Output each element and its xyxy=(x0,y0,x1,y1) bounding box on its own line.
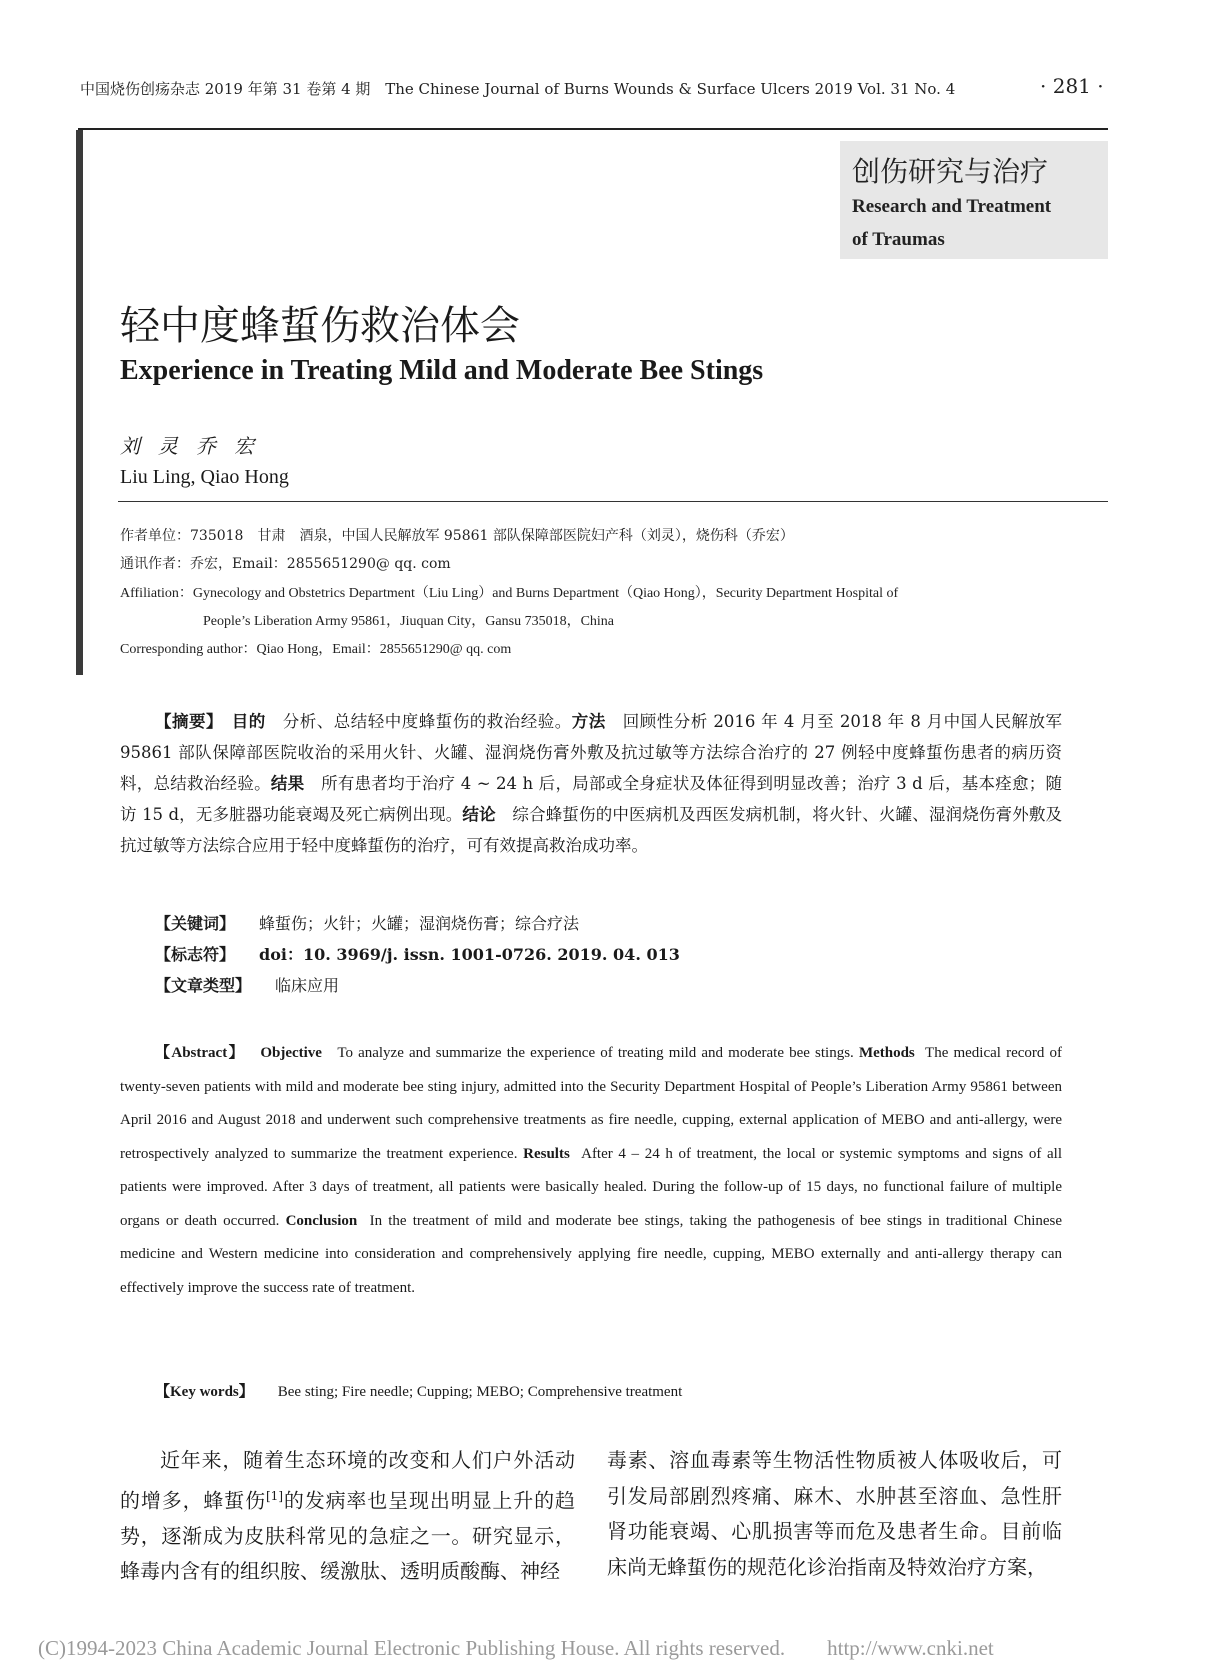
keywords-cn-row xyxy=(155,911,579,934)
article-type-value: 临床应用 xyxy=(275,976,340,995)
column-title-cn: 创伤研究与治疗 xyxy=(852,155,1049,188)
objective-label-en: Objective xyxy=(260,1045,322,1061)
objective-text-en: To analyze and summarize the experience of treating mild and moderate bee stings. xyxy=(337,1045,854,1061)
article-type-row xyxy=(155,973,339,996)
article-type-label: 【文章类型】 xyxy=(155,976,252,995)
affiliation-en: Affiliation：Gynecology and Obstetrics Department（Liu Ling）and Burns Department（Qiao Hong），Security Department Hospital of xyxy=(120,586,899,601)
keywords-cn-label: 【关键词】 xyxy=(155,914,236,933)
results-text-cn: 所有患者均于治疗 4 ~ 24 h 后，局部或全身症状及体征得到明显改善；治疗 3 d 后，基本痊愈；随访 15 d，无多脏器功能衰竭及死亡病例出现。 xyxy=(120,774,1063,824)
results-label-en: Results xyxy=(523,1145,570,1162)
objective-text-cn: 分析、总结轻中度蜂蜇伤的救治经验。 xyxy=(282,712,572,731)
copyright-footer: (C)1994-2023 China Academic Journal Electronic Publishing House. All rights reserved. http://www.cnki.net xyxy=(38,1636,994,1660)
objective-label-cn: 目的 xyxy=(231,712,266,731)
keywords-cn: 蜂蜇伤；火针；火罐；湿润烧伤膏；综合疗法 xyxy=(259,914,580,933)
reference-1: [1] xyxy=(266,1488,283,1503)
methods-label-en: Methods xyxy=(858,1045,915,1061)
journal-name-cn: 中国烧伤创疡杂志 2019 年第 31 卷第 4 期 xyxy=(80,80,371,98)
body-column-left xyxy=(120,1443,575,1590)
authors-en: Liu Ling, Qiao Hong xyxy=(120,466,289,488)
title-rule xyxy=(118,501,1108,502)
methods-text-en: The medical record of twenty-seven patients with mild and moderate bee sting injury, admitted into the Security Department Hospital of People’s Liberation Army 95861 between April 2016 and August 2018 and underwent such comprehensive treatments as fire needle, cupping, external application of MEBO and anti-allergy, were retrospectively analyzed to summarize the treatment experience. xyxy=(120,1045,1062,1162)
body-column-right: 毒素、溶血毒素等生物活性物质被人体吸收后，可引发局部剧烈疼痛、麻木、水肿甚至溶血、急性肝肾功能衰竭、心肌损害等而危及患者生命。目前临床尚无蜂蜇伤的规范化诊治指南及特效治疗方案， xyxy=(607,1448,1062,1579)
column-title-en-line2: of Traumas xyxy=(852,229,945,250)
methods-label-cn: 方法 xyxy=(571,712,606,731)
body-left-text-1: 近年来，随着生态环境的改变和人们户外活动的增多，蜂蜇伤 xyxy=(120,1448,575,1513)
conclusion-label-cn: 结论 xyxy=(462,805,496,824)
results-label-cn: 结果 xyxy=(270,774,305,793)
methods-text-cn: 回顾性分析 2016 年 4 月至 2018 年 8 月中国人民解放军 95861 部队保障部医院收治的采用火针、火罐、湿润烧伤膏外敷及抗过敏等方法综合治疗的 27 例轻中度蜂蜇伤患者的病历资料，总结救治经验。 xyxy=(120,712,1063,793)
journal-name-en: The Chinese Journal of Burns Wounds & Surface Ulcers 2019 Vol. 31 No. 4 xyxy=(385,80,956,98)
abstract-cn-label: 【摘要】 xyxy=(155,712,215,731)
keywords-en: Bee sting; Fire needle; Cupping; MEBO; Comprehensive treatment xyxy=(277,1384,683,1400)
conclusion-label-en: Conclusion xyxy=(285,1212,358,1229)
abstract-en-label: 【Abstract】 xyxy=(155,1045,245,1061)
header-rule xyxy=(78,128,1108,130)
article-title-cn: 轻中度蜂蜇伤救治体会 xyxy=(120,303,520,349)
results-text-en: After 4 – 24 h of treatment, the local or systemic symptoms and signs of all patients were improved. After 3 days of treatment, all patients were basically healed. During the follow-up of 15 days, no functional failure of multiple organs or death occurred. xyxy=(120,1145,1063,1229)
authors-cn: 刘灵乔宏 xyxy=(120,434,272,458)
keywords-en-row xyxy=(155,1380,682,1401)
affiliation-en-continued: People’s Liberation Army 95861，Jiuquan City，Gansu 735018，China xyxy=(203,614,615,629)
conclusion-text-en: In the treatment of mild and moderate bee stings, taking the pathogenesis of bee stings in traditional Chinese medicine and Western medicine into consideration and comprehensively applying fire needle, cupping, MEBO externally and anti-allergy therapy can effectively improve the success rate of treatment. xyxy=(120,1212,1063,1296)
doi-row xyxy=(155,942,680,965)
doi-value: doi：10. 3969/j. issn. 1001-0726. 2019. 04. 013 xyxy=(259,945,680,964)
margin-bar xyxy=(76,130,83,675)
conclusion-text-cn: 综合蜂蜇伤的中医病机及西医发病机制，将火针、火罐、湿润烧伤膏外敷及抗过敏等方法综合应用于轻中度蜂蜇伤的治疗，可有效提高救治成功率。 xyxy=(120,805,1063,855)
keywords-en-label: 【Key words】 xyxy=(155,1384,254,1400)
abstract-en xyxy=(120,1037,1062,1305)
corresponding-author-cn: 通讯作者：乔宏，Email：2855651290@ qq. com xyxy=(120,556,451,572)
corresponding-author-en: Corresponding author：Qiao Hong，Email：2855651290@ qq. com xyxy=(120,642,512,657)
affiliation-cn: 作者单位：735018 甘肃 酒泉，中国人民解放军 95861 部队保障部医院妇产科（刘灵），烧伤科（乔宏） xyxy=(120,528,794,544)
doi-label: 【标志符】 xyxy=(155,945,236,964)
column-title-en-line1: Research and Treatment xyxy=(852,196,1052,217)
article-title-en: Experience in Treating Mild and Moderate Bee Stings xyxy=(120,355,764,386)
body-left-text-2: 的发病率也呈现出明显上升的趋势，逐渐成为皮肤科常见的急症之一。研究显示，蜂毒内含有的组织胺、缓激肽、透明质酸酶、神经 xyxy=(120,1488,575,1584)
abstract-cn xyxy=(120,706,1062,861)
running-head xyxy=(80,78,955,99)
page-number: · 281 · xyxy=(1040,74,1104,98)
